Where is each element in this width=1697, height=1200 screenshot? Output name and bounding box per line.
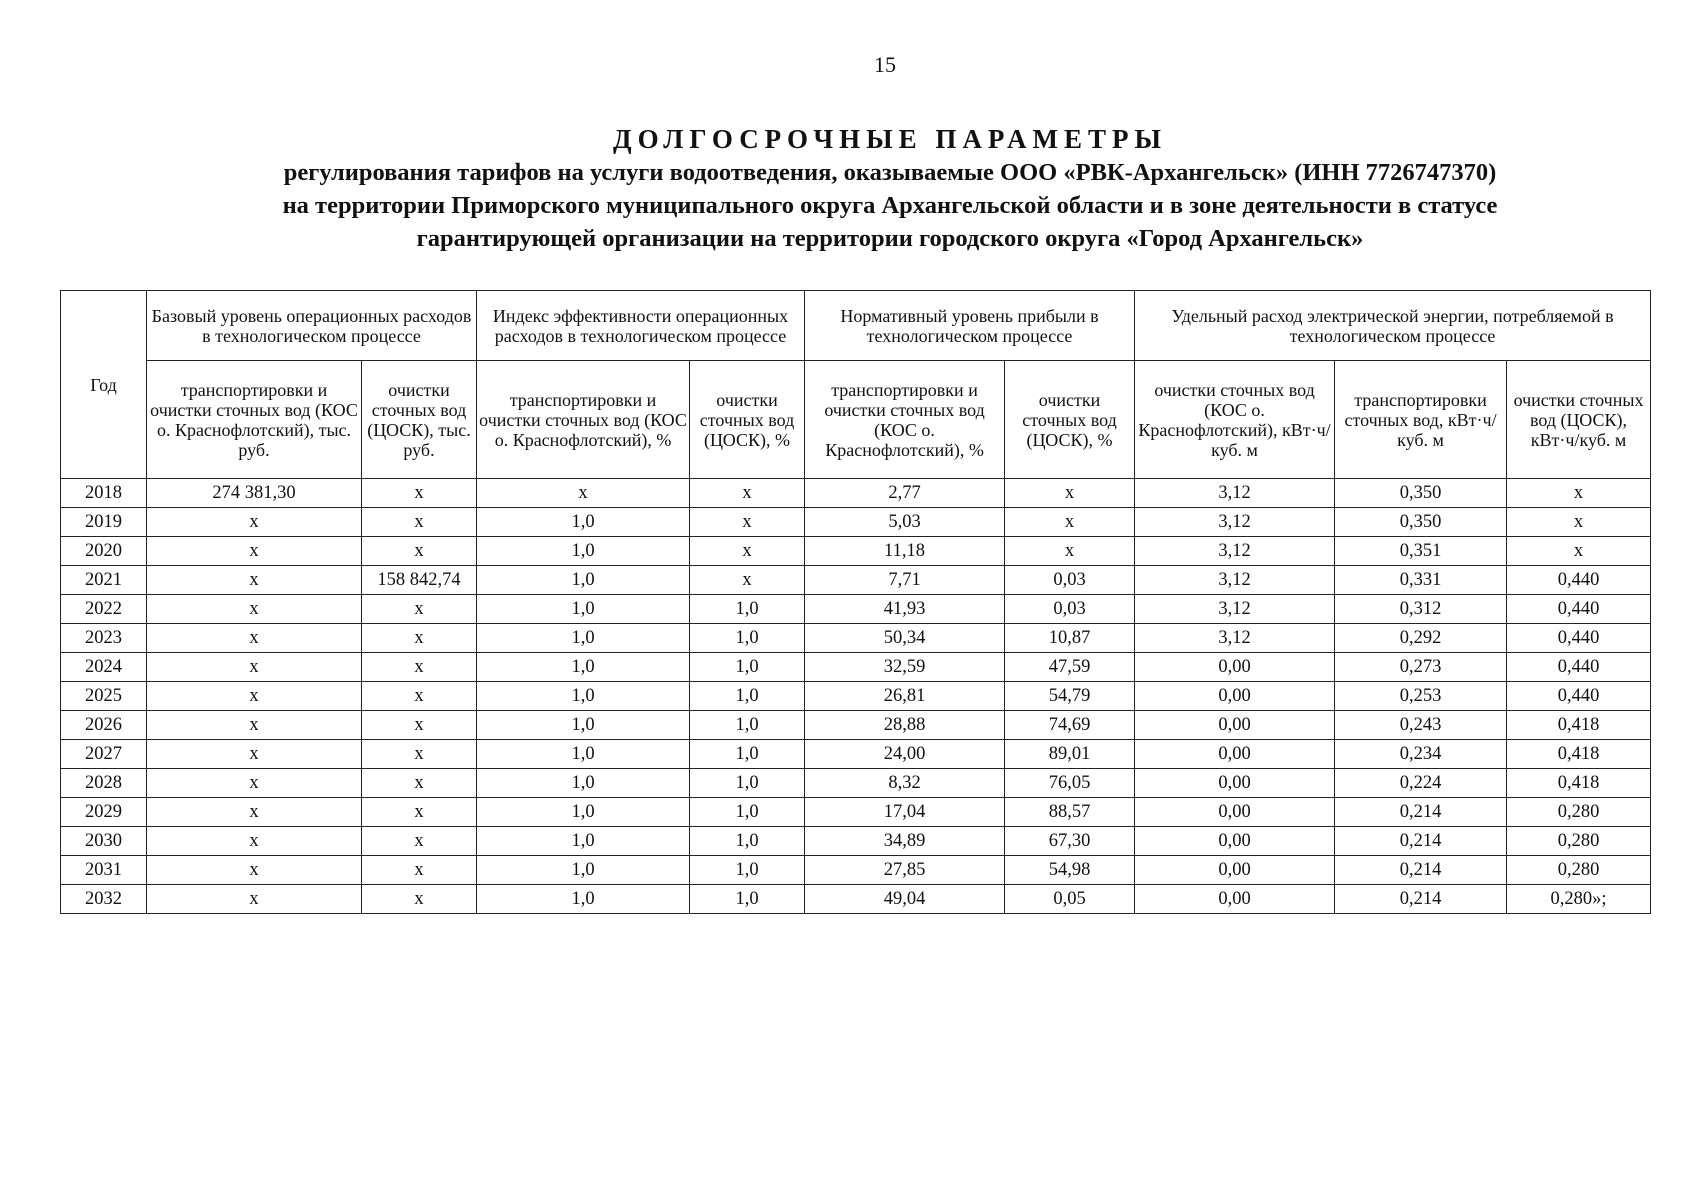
table-cell: 1,0 (477, 740, 690, 769)
long-term-parameters-table (60, 290, 1651, 914)
column-header: очистки сточных вод (ЦОСК), % (690, 361, 805, 479)
table-cell: x (147, 827, 362, 856)
year-cell: 2024 (61, 653, 147, 682)
column-header: очистки сточных вод (ЦОСК), кВт·ч/куб. м (1507, 361, 1651, 479)
table-cell: 0,00 (1135, 827, 1335, 856)
table-cell: 3,12 (1135, 595, 1335, 624)
table-cell: 0,418 (1507, 769, 1651, 798)
table-cell: 74,69 (1005, 711, 1135, 740)
table-cell: 5,03 (805, 508, 1005, 537)
table-cell: x (362, 740, 477, 769)
table-cell: 1,0 (477, 653, 690, 682)
table-cell: 274 381,30 (147, 479, 362, 508)
table-row (61, 682, 1651, 711)
table-cell: 0,280 (1507, 856, 1651, 885)
table-cell: 0,440 (1507, 682, 1651, 711)
table-cell: x (362, 653, 477, 682)
table-cell: 0,440 (1507, 653, 1651, 682)
table-row (61, 885, 1651, 914)
table-cell: 0,280 (1507, 798, 1651, 827)
table-cell: x (477, 479, 690, 508)
table-cell: 1,0 (477, 682, 690, 711)
table-cell: 1,0 (690, 798, 805, 827)
column-header: транспортировки и очистки сточных вод (КОС о. Краснофлотский), % (805, 361, 1005, 479)
table-cell: 0,00 (1135, 798, 1335, 827)
document-subtitle-line-3: гарантирующей организации на территории городского округа «Город Архангельск» (416, 225, 1364, 252)
table-cell: 0,214 (1335, 798, 1507, 827)
table-cell: 0,03 (1005, 566, 1135, 595)
table-cell: 1,0 (477, 885, 690, 914)
table-cell: 0,350 (1335, 508, 1507, 537)
table-cell: 0,280 (1507, 827, 1651, 856)
year-cell: 2030 (61, 827, 147, 856)
table-cell: x (147, 740, 362, 769)
year-cell: 2020 (61, 537, 147, 566)
table-cell: 0,05 (1005, 885, 1135, 914)
table-cell: 17,04 (805, 798, 1005, 827)
table-cell: 3,12 (1135, 624, 1335, 653)
table-row (61, 827, 1651, 856)
table-cell: 0,253 (1335, 682, 1507, 711)
table-cell: 0,418 (1507, 711, 1651, 740)
table-cell: 1,0 (690, 885, 805, 914)
table-cell: 88,57 (1005, 798, 1135, 827)
table-cell: 41,93 (805, 595, 1005, 624)
table-cell: 1,0 (690, 624, 805, 653)
table-cell: 0,350 (1335, 479, 1507, 508)
table-row (61, 479, 1651, 508)
table-cell: 1,0 (477, 595, 690, 624)
table-cell: 7,71 (805, 566, 1005, 595)
table-cell: 1,0 (477, 711, 690, 740)
table-row (61, 769, 1651, 798)
table-body (61, 479, 1651, 914)
table-cell: 26,81 (805, 682, 1005, 711)
table-cell: 3,12 (1135, 508, 1335, 537)
table-cell: 1,0 (477, 624, 690, 653)
table-cell: 0,214 (1335, 856, 1507, 885)
table-cell: x (362, 537, 477, 566)
document-title: ДОЛГОСРОЧНЫЕ ПАРАМЕТРЫ (613, 124, 1167, 154)
table-cell: 32,59 (805, 653, 1005, 682)
table-cell: x (362, 682, 477, 711)
group-header-base-opex: Базовый уровень операционных расходов в технологическом процессе (147, 291, 477, 361)
year-cell: 2028 (61, 769, 147, 798)
table-cell: 24,00 (805, 740, 1005, 769)
table-cell: x (147, 856, 362, 885)
table-cell: 1,0 (477, 769, 690, 798)
table-cell: x (147, 682, 362, 711)
table-cell: x (147, 537, 362, 566)
table-cell: 0,351 (1335, 537, 1507, 566)
table-cell: 50,34 (805, 624, 1005, 653)
year-cell: 2021 (61, 566, 147, 595)
table-cell: 0,03 (1005, 595, 1135, 624)
table-cell: x (1005, 479, 1135, 508)
table-cell: x (147, 653, 362, 682)
table-cell: x (1507, 537, 1651, 566)
table-cell: 2,77 (805, 479, 1005, 508)
column-header: транспортировки сточных вод, кВт·ч/куб. м (1335, 361, 1507, 479)
table-cell: 3,12 (1135, 537, 1335, 566)
table-cell: x (147, 624, 362, 653)
table-cell: x (362, 595, 477, 624)
document-subtitle-line-1: регулирования тарифов на услуги водоотведения, оказываемые ООО «РВК-Архангельск» (ИНН 7726747370) (283, 159, 1497, 186)
table-cell: x (362, 798, 477, 827)
table-cell: 0,440 (1507, 566, 1651, 595)
table-cell: x (362, 856, 477, 885)
year-header: Год (61, 291, 147, 479)
table-cell: x (147, 885, 362, 914)
table-cell: 1,0 (690, 740, 805, 769)
table-cell: x (362, 885, 477, 914)
table-cell: 10,87 (1005, 624, 1135, 653)
table-cell: x (1507, 479, 1651, 508)
table-cell: 0,00 (1135, 682, 1335, 711)
table-cell: 0,312 (1335, 595, 1507, 624)
table-cell: 1,0 (690, 769, 805, 798)
table-cell: 1,0 (477, 856, 690, 885)
table-cell: 0,214 (1335, 885, 1507, 914)
table-cell: 0,243 (1335, 711, 1507, 740)
column-header: очистки сточных вод (ЦОСК), % (1005, 361, 1135, 479)
table-cell: x (362, 624, 477, 653)
table-cell: 3,12 (1135, 479, 1335, 508)
column-header: очистки сточных вод (КОС о. Краснофлотский), кВт·ч/куб. м (1135, 361, 1335, 479)
year-cell: 2032 (61, 885, 147, 914)
table-cell: 1,0 (477, 827, 690, 856)
table-cell: x (362, 479, 477, 508)
table-cell: x (362, 508, 477, 537)
table-cell: 0,273 (1335, 653, 1507, 682)
table-cell: x (690, 479, 805, 508)
table-cell: 0,00 (1135, 856, 1335, 885)
year-cell: 2023 (61, 624, 147, 653)
table-cell: 0,440 (1507, 595, 1651, 624)
table-cell: 0,00 (1135, 885, 1335, 914)
table-cell: x (147, 798, 362, 827)
year-cell: 2025 (61, 682, 147, 711)
table-cell: 0,440 (1507, 624, 1651, 653)
table-cell: x (147, 566, 362, 595)
table-cell: 1,0 (690, 856, 805, 885)
table-row (61, 856, 1651, 885)
table-cell: 0,234 (1335, 740, 1507, 769)
table-cell: 3,12 (1135, 566, 1335, 595)
table-cell: x (362, 711, 477, 740)
table-cell: 0,292 (1335, 624, 1507, 653)
table-cell: x (362, 769, 477, 798)
table-cell: 1,0 (690, 595, 805, 624)
table-cell: x (690, 566, 805, 595)
table-cell: 54,98 (1005, 856, 1135, 885)
table-cell: 34,89 (805, 827, 1005, 856)
table-cell: 0,214 (1335, 827, 1507, 856)
table-cell: x (147, 769, 362, 798)
table-cell: x (690, 537, 805, 566)
year-cell: 2019 (61, 508, 147, 537)
table-cell: x (1005, 537, 1135, 566)
table-cell: 54,79 (1005, 682, 1135, 711)
table-cell: 1,0 (690, 827, 805, 856)
table-cell: 27,85 (805, 856, 1005, 885)
table-cell: 0,00 (1135, 769, 1335, 798)
table-cell: 89,01 (1005, 740, 1135, 769)
document-subtitle-line-2: на территории Приморского муниципального округа Архангельской области и в зоне деятельности в статусе (282, 192, 1498, 219)
column-header: очистки сточных вод (ЦОСК), тыс. руб. (362, 361, 477, 479)
table-cell: 1,0 (690, 711, 805, 740)
table-cell: 1,0 (477, 566, 690, 595)
table-cell: 28,88 (805, 711, 1005, 740)
page-number: 15 (874, 52, 896, 77)
table-cell: x (147, 508, 362, 537)
table-row (61, 740, 1651, 769)
table-cell: 0,224 (1335, 769, 1507, 798)
table-cell: x (147, 595, 362, 624)
table-cell: 1,0 (477, 508, 690, 537)
year-cell: 2026 (61, 711, 147, 740)
table-row (61, 508, 1651, 537)
table-cell: 0,418 (1507, 740, 1651, 769)
table-row (61, 595, 1651, 624)
table-cell: x (147, 711, 362, 740)
table-row (61, 711, 1651, 740)
column-header: транспортировки и очистки сточных вод (КОС о. Краснофлотский), тыс. руб. (147, 361, 362, 479)
table-cell: 1,0 (477, 798, 690, 827)
table-cell: x (1005, 508, 1135, 537)
year-cell: 2022 (61, 595, 147, 624)
table-row (61, 566, 1651, 595)
year-cell: 2031 (61, 856, 147, 885)
column-header: транспортировки и очистки сточных вод (КОС о. Краснофлотский), % (477, 361, 690, 479)
table-cell: 1,0 (690, 682, 805, 711)
table-cell: x (362, 827, 477, 856)
year-cell: 2018 (61, 479, 147, 508)
table-cell: 0,00 (1135, 711, 1335, 740)
year-cell: 2027 (61, 740, 147, 769)
table-cell: 11,18 (805, 537, 1005, 566)
group-header-efficiency-index: Индекс эффективности операционных расходов в технологическом процессе (477, 291, 805, 361)
table-cell: 76,05 (1005, 769, 1135, 798)
table-cell: 67,30 (1005, 827, 1135, 856)
table-row (61, 537, 1651, 566)
group-header-profit-level: Нормативный уровень прибыли в технологическом процессе (805, 291, 1135, 361)
table-cell: 47,59 (1005, 653, 1135, 682)
table-cell: 0,280»; (1507, 885, 1651, 914)
document-title-block (140, 122, 1640, 255)
table-cell: x (1507, 508, 1651, 537)
table-cell: 0,331 (1335, 566, 1507, 595)
year-cell: 2029 (61, 798, 147, 827)
table-cell: x (690, 508, 805, 537)
table-cell: 1,0 (477, 537, 690, 566)
table-row (61, 798, 1651, 827)
table-cell: 8,32 (805, 769, 1005, 798)
group-header-energy-consumption: Удельный расход электрической энергии, потребляемой в технологическом процессе (1135, 291, 1651, 361)
table-row (61, 624, 1651, 653)
table-cell: 0,00 (1135, 740, 1335, 769)
table-row (61, 653, 1651, 682)
table-cell: 158 842,74 (362, 566, 477, 595)
table-cell: 49,04 (805, 885, 1005, 914)
table-cell: 1,0 (690, 653, 805, 682)
table-cell: 0,00 (1135, 653, 1335, 682)
